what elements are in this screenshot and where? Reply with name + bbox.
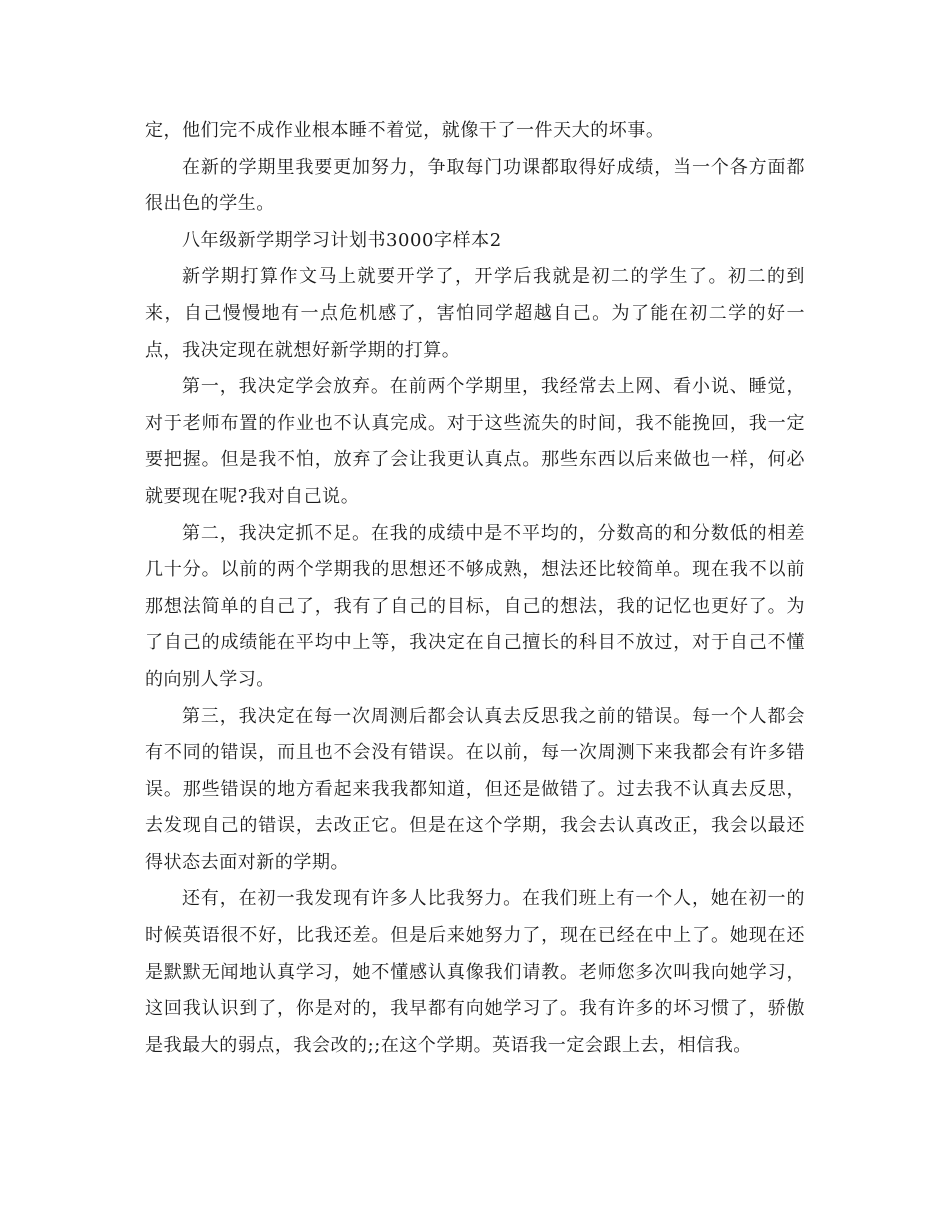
paragraph: 还有，在初一我发现有许多人比我努力。在我们班上有一个人，她在初一的时候英语很不好，比我还差。但是后来她努力了，现在已经在中上了。她现在还是默默无闻地认真学习，她不懂感认真像我们请教。老师您多次叫我向她学习，这回我认识到了，你是对的，我早都有向她学习了。我有许多的坏习惯了，骄傲是我最大的弱点，我会改的;;在这个学期。英语我一定会跟上去，相信我。 (145, 888, 805, 1056)
paragraph: 第三，我决定在每一次周测后都会认真去反思我之前的错误。每一个人都会有不同的错误，而且也不会没有错误。在以前，每一次周测下来我都会有许多错误。那些错误的地方看起来我我都知道，但还是做错了。过去我不认真去反思，去发现自己的错误，去改正它。但是在这个学期，我会去认真改正，我会以最还得状态去面对新的学期。 (145, 705, 805, 873)
section-heading: 八年级新学期学习计划书3000字样本2 (182, 229, 502, 251)
paragraph: 新学期打算作文马上就要开学了，开学后我就是初二的学生了。初二的到来，自己慢慢地有一点危机感了，害怕同学超越自己。为了能在初二学的好一点，我决定现在就想好新学期的打算。 (145, 266, 805, 361)
paragraph: 第一，我决定学会放弃。在前两个学期里，我经常去上网、看小说、睡觉，对于老师布置的作业也不认真完成。对于这些流失的时间，我不能挽回，我一定要把握。但是我不怕，放弃了会让我更认真点。那些东西以后来做也一样，何必就要现在呢?我对自己说。 (145, 376, 805, 507)
document-body (145, 113, 805, 1064)
paragraph: 在新的学期里我要更加努力，争取每门功课都取得好成绩，当一个各方面都很出色的学生。 (145, 156, 805, 215)
paragraph: 第二，我决定抓不足。在我的成绩中是不平均的，分数高的和分数低的相差几十分。以前的两个学期我的思想还不够成熟，想法还比较简单。现在我不以前那想法简单的自己了，我有了自己的目标，自己的想法，我的记忆也更好了。为了自己的成绩能在平均中上等，我决定在自己擅长的科目不放过，对于自己不懂的向别人学习。 (145, 522, 805, 690)
paragraph-continuation: 定，他们完不成作业根本睡不着觉，就像干了一件天大的坏事。 (145, 120, 665, 141)
